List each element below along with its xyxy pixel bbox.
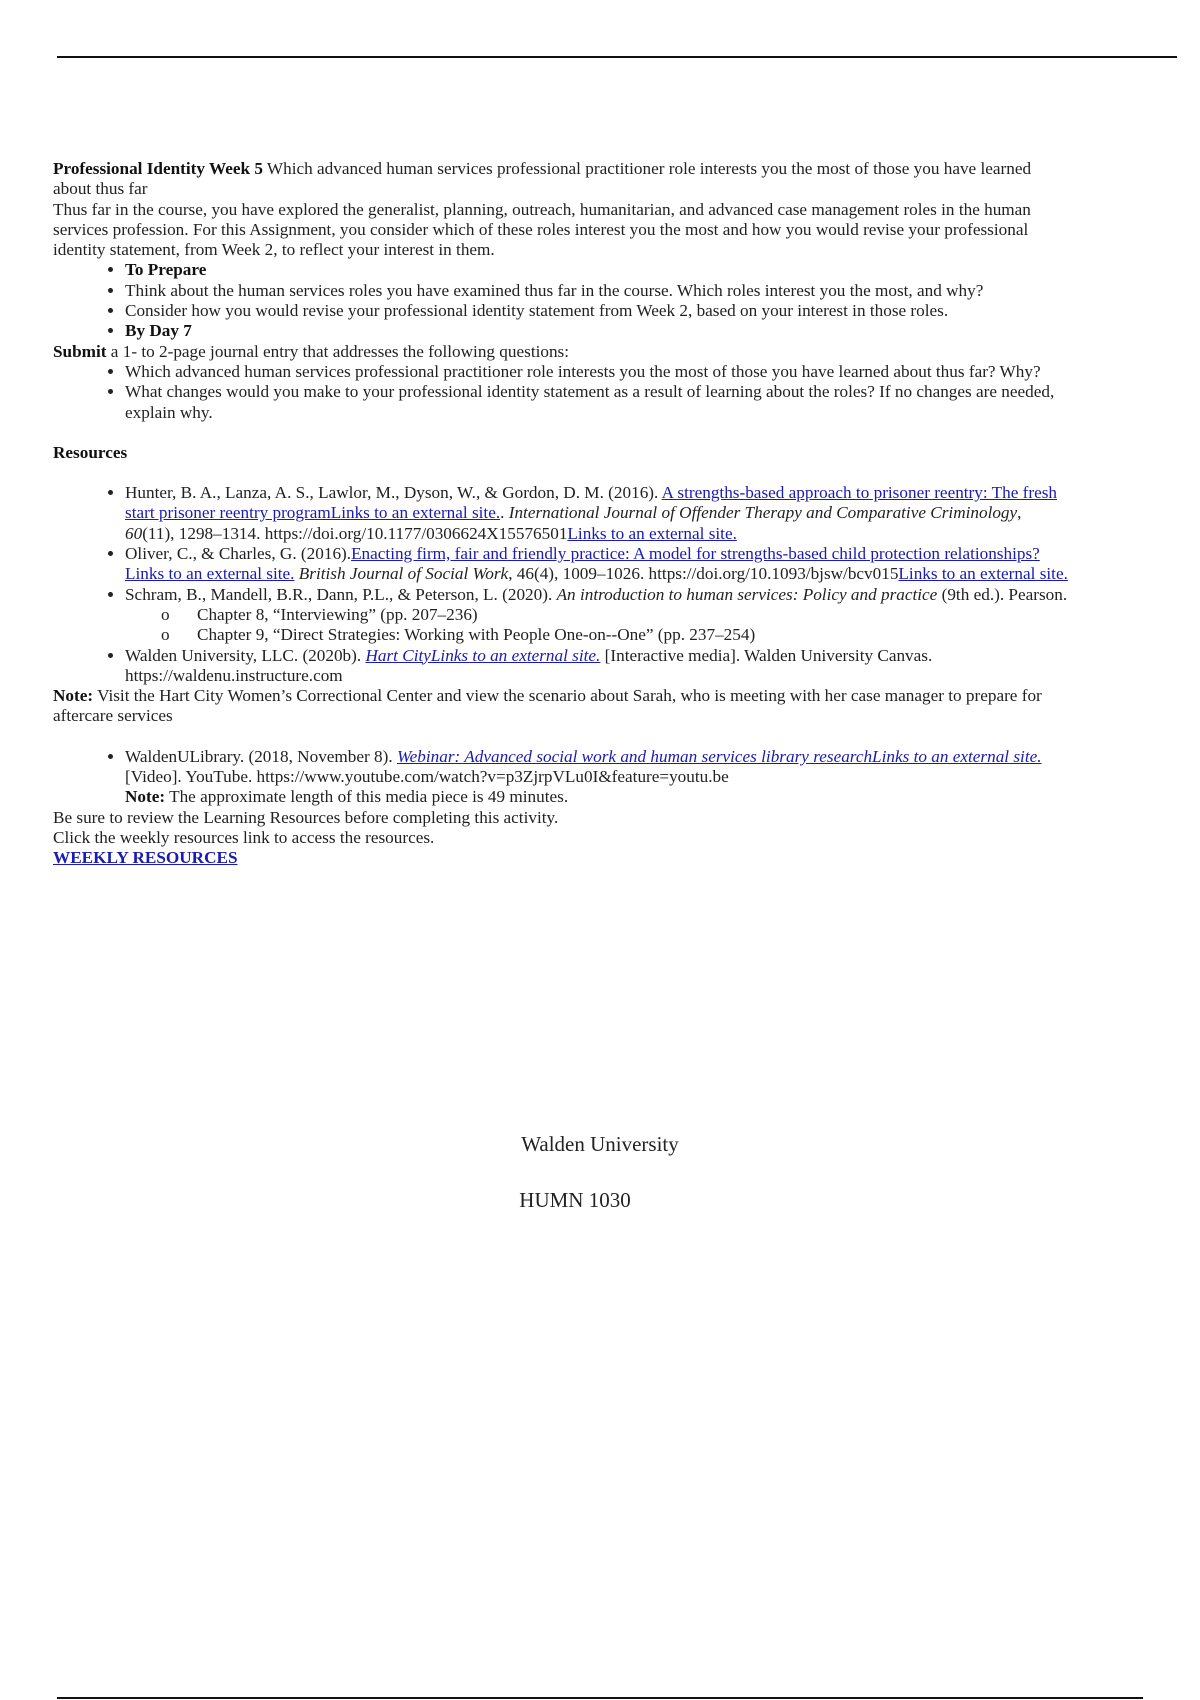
reference-item: • Walden University, LLC. (2020b). Hart CityLinks to an external site. [Interactive media]. Walden University Canvas. https://waldenu.instructure.com (125, 646, 1073, 687)
prepare-list (53, 260, 1073, 341)
question-list (53, 362, 1073, 423)
to-prepare-heading: To Prepare (125, 260, 207, 280)
resources-list (53, 483, 1073, 686)
list-item: • Which advanced human services professional practitioner role interests you the most of those you have learned about thus far? Why? (125, 362, 1073, 382)
submit-paragraph (53, 342, 1073, 362)
note-paragraph: Note: Visit the Hart City Women’s Correctional Center and view the scenario about Sarah, who is meeting with her case manager to prepare for aftercare services (53, 686, 1042, 726)
intro-question: Which advanced human services professional practitioner role interests you the most of those you have learned about thus far (53, 159, 1032, 199)
list-item: • Think about the human services roles you have examined thus far in the course. Which roles interest you the most, and why? (125, 281, 1073, 301)
by-day-heading: By Day 7 (125, 321, 192, 341)
reference-item: • Oliver, C., & Charles, G. (2016).Enacting firm, fair and friendly practice: A model for strengths-based child protection relationships?Links to an external site. British Journal of Social Work, 46(4), 1009–1026. https://doi.org/10.1093/bjsw/bcv015Links to an external site. (125, 544, 1073, 585)
external-link[interactable]: Links to an external site. (898, 564, 1068, 584)
journal-name: International Journal of Offender Therapy and Comparative Criminology (508, 503, 1018, 523)
media-link[interactable]: Hart CityLinks to an external site. (365, 645, 601, 665)
resources-paragraph (53, 443, 1073, 463)
reference-item: • Schram, B., Mandell, B.R., Dann, P.L., & Peterson, L. (2020). An introduction to human services: Policy and practice (9th ed.). Pearson. o Chapter 8, “Interviewing” (pp. 207–236) o Chapter 9, “Direct Strategies: Working with People One-on--One” (pp. 237–254) (125, 585, 1073, 646)
ref-authors: Oliver, C., & Charles, G. (2016). (125, 544, 352, 564)
footer-university-line (0, 1134, 1200, 1154)
weekly-resources-link[interactable]: WEEKLY RESOURCES (53, 848, 238, 868)
video-list (53, 747, 1073, 808)
ref-authors: WaldenULibrary. (2018, November 8). (125, 746, 393, 766)
top-rule (57, 56, 1177, 58)
intro-description: Thus far in the course, you have explored the generalist, planning, outreach, humanitarian, and advanced case management roles in the human services profession. For this Assignment, you consider which of these roles interest you the most and how you would revise your professional identity statement, from Week 2, to reflect your interest in them. (53, 199, 1031, 260)
doi-text: https://doi.org/10.1177/0306624X15576501 (264, 523, 568, 543)
doi-text: https://doi.org/10.1093/bjsw/bcv015 (648, 564, 899, 584)
submit-text: a 1- to 2-page journal entry that addresses the following questions: (110, 341, 570, 361)
reference-item: • WaldenULibrary. (2018, November 8). Webinar: Advanced social work and human services library researchLinks to an external site. [Video]. YouTube. https://www.youtube.com/watch?v=p3ZjrpVLu0I&feature=youtu.be Note: The approximate length of this media piece is 49 minutes. (125, 747, 1073, 808)
list-item: • Consider how you would revise your professional identity statement from Week 2, based on your interest in those roles. (125, 301, 1073, 321)
webinar-link[interactable]: Webinar: Advanced social work and human services library researchLinks to an external site. (396, 746, 1042, 766)
doc-title: Professional Identity Week 5 (53, 159, 263, 178)
list-item (125, 260, 1073, 280)
list-item: • What changes would you make to your professional identity statement as a result of learning about the roles? If no changes are needed, explain why. (125, 382, 1073, 423)
note-label: Note: (53, 686, 94, 706)
university-name: Walden University (521, 1132, 679, 1156)
chapter-item: o Chapter 8, “Interviewing” (pp. 207–236) (161, 604, 478, 624)
journal-volume: 60 (125, 523, 143, 543)
weekly-paragraph (53, 848, 1073, 868)
note-label: Note: (125, 787, 166, 807)
footer-course-line (0, 1190, 1200, 1210)
click-text: Click the weekly resources link to access the resources. (53, 827, 435, 847)
journal-name: British Journal of Social Work (298, 564, 509, 584)
ref-authors: Hunter, B. A., Lanza, A. S., Lawlor, M., Dyson, W., & Gordon, D. M. (2016). (125, 483, 659, 503)
article-link[interactable]: A strengths-based approach to prisoner reentry: The fresh start prisoner reentry programLinks to an external site. (125, 483, 1058, 523)
course-code: HUMN 1030 (519, 1188, 631, 1212)
document-body (53, 159, 1073, 869)
intro-paragraph (53, 159, 1073, 200)
external-link[interactable]: Links to an external site. (567, 523, 737, 543)
resources-heading: Resources (53, 442, 128, 462)
article-link[interactable]: Enacting firm, fair and friendly practice: A model for strengths-based child protection relationships?Links to an external site. (125, 544, 1040, 584)
review-text: Be sure to review the Learning Resources before completing this activity. (53, 807, 559, 827)
reference-item: • Hunter, B. A., Lanza, A. S., Lawlor, M., Dyson, W., & Gordon, D. M. (2016). A strengths-based approach to prisoner reentry: The fresh start prisoner reentry programLinks to an external site.. International Journal of Offender Therapy and Comparative Criminology, 60(11), 1298–1314. https://doi.org/10.1177/0306624X15576501Links to an external site. (125, 483, 1073, 544)
list-item (125, 321, 1073, 341)
chapter-item: o Chapter 9, “Direct Strategies: Working with People One-on--One” (pp. 237–254) (161, 625, 756, 645)
ref-authors: Schram, B., Mandell, B.R., Dann, P.L., & Peterson, L. (2020). (125, 584, 553, 604)
chapter-list (125, 605, 1073, 646)
bottom-rule (57, 1697, 1143, 1699)
ref-authors: Walden University, LLC. (2020b). (125, 645, 362, 665)
submit-label: Submit (53, 341, 107, 361)
book-title: An introduction to human services: Policy and practice (556, 584, 938, 604)
